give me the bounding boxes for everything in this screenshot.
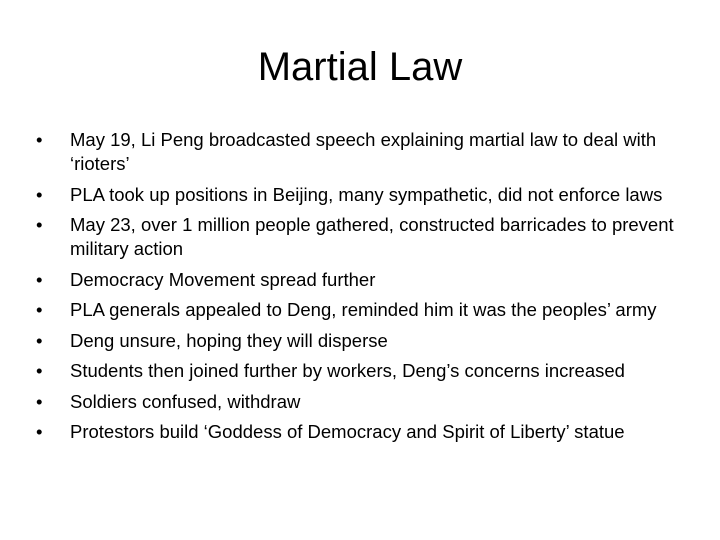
bullet-dot-icon: •	[36, 421, 43, 442]
bullet-item	[36, 390, 696, 414]
bullet-dot-icon: •	[36, 268, 43, 290]
bullet-text: May 19, Li Peng broadcasted speech explaining martial law to deal with ‘rioters’	[70, 129, 657, 174]
bullet-dot-icon: •	[36, 214, 43, 235]
bullet-text: Students then joined further by workers, Deng’s concerns increased	[70, 360, 625, 381]
bullet-item	[36, 183, 696, 207]
bullet-dot-icon: •	[36, 390, 43, 412]
bullet-text: PLA took up positions in Beijing, many sympathetic, did not enforce laws	[70, 183, 663, 205]
bullet-item	[36, 329, 696, 353]
bullet-item	[36, 268, 696, 292]
bullet-dot-icon: •	[36, 329, 43, 351]
bullet-dot-icon: •	[36, 360, 43, 381]
bullet-item	[36, 420, 696, 444]
bullet-dot-icon: •	[36, 299, 43, 320]
bullet-dot-icon: •	[36, 183, 43, 205]
bullet-item	[36, 359, 696, 383]
bullet-dot-icon: •	[36, 129, 43, 150]
bullet-item	[36, 128, 696, 176]
bullet-text: May 23, over 1 million people gathered, constructed barricades to prevent military action	[70, 214, 674, 259]
bullet-item	[36, 213, 696, 261]
bullet-text: Deng unsure, hoping they will disperse	[70, 329, 388, 351]
bullet-text: Soldiers confused, withdraw	[70, 390, 301, 412]
slide-title: Martial Law	[257, 45, 463, 89]
bullet-text: PLA generals appealed to Deng, reminded him it was the peoples’ army	[70, 299, 657, 320]
bullet-item	[36, 298, 696, 322]
bullet-text: Protestors build ‘Goddess of Democracy and Spirit of Liberty’ statue	[70, 421, 625, 442]
bullet-text: Democracy Movement spread further	[70, 268, 376, 290]
bullet-list	[36, 128, 696, 451]
